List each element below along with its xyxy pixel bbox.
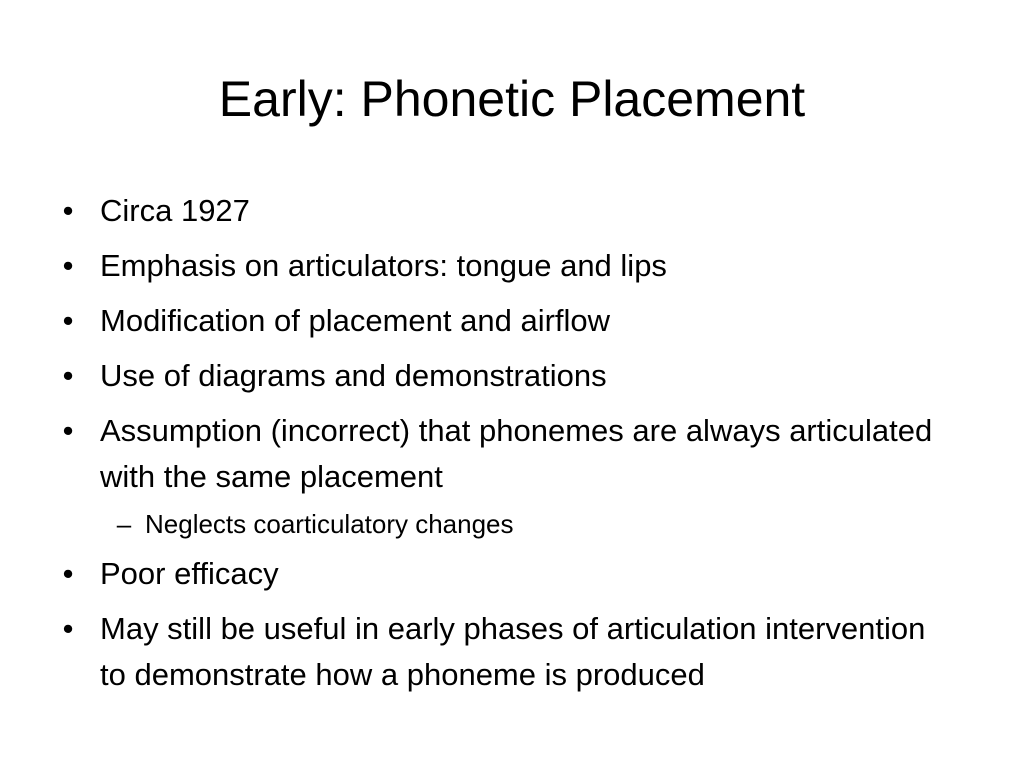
slide-title: Early: Phonetic Placement [218,71,806,127]
bullet-marker: • [62,556,74,591]
bullet-text: Assumption (incorrect) that phonemes are always articulated with the same placement [100,413,933,494]
bullet-text: Circa 1927 [100,193,250,228]
bullet-text: Use of diagrams and demonstrations [100,358,607,393]
bullet-marker: • [62,193,74,228]
bullet-item [56,606,956,698]
bullet-list [56,188,956,707]
sub-bullet-item [100,506,956,542]
bullet-item [56,298,956,344]
bullet-text: Modification of placement and airflow [100,303,611,338]
bullet-item [56,188,956,234]
bullet-text: Emphasis on articulators: tongue and lips [100,248,667,283]
sub-bullet-text: Neglects coarticulatory changes [145,509,514,539]
bullet-item [56,353,956,399]
sub-bullet-list [100,506,956,542]
bullet-text: Poor efficacy [100,556,279,591]
bullet-item [56,243,956,289]
bullet-text: May still be useful in early phases of articulation intervention to demonstrate how a phoneme is produced [100,611,926,692]
bullet-marker: • [62,248,74,283]
bullet-item [56,408,956,542]
bullet-item [56,551,956,597]
bullet-marker: • [62,358,74,393]
sub-bullet-marker: – [116,509,132,539]
bullet-marker: • [62,303,74,338]
bullet-marker: • [62,413,74,448]
bullet-marker: • [62,611,74,646]
